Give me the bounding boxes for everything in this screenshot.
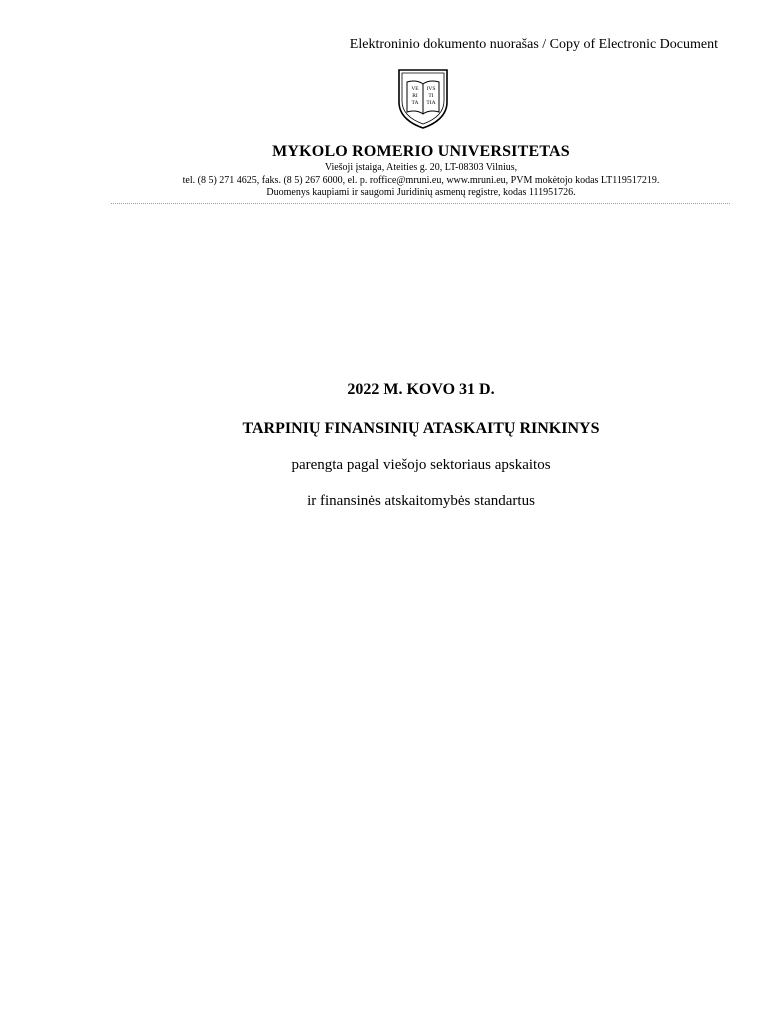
document-title: TARPINIŲ FINANSINIŲ ATASKAITŲ RINKINYS bbox=[242, 420, 600, 437]
crest-text-3: TA bbox=[411, 100, 419, 106]
crest-text-6: TIA bbox=[426, 100, 436, 106]
university-address: Viešoji įstaiga, Ateities g. 20, LT-08303 Vilnius, bbox=[324, 162, 518, 173]
university-contacts: tel. (8 5) 271 4625, faks. (8 5) 267 6000, el. p. roffice@mruni.eu, www.mruni.eu, PVM mokėtojo kodas LT119517219. bbox=[182, 175, 660, 186]
crest-text-1: VE bbox=[411, 86, 419, 92]
header-divider bbox=[111, 203, 730, 204]
copy-note: Elektroninio dokumento nuorašas / Copy of Electronic Document bbox=[349, 37, 718, 52]
university-name: MYKOLO ROMERIO UNIVERSITETAS bbox=[272, 143, 570, 160]
university-crest-icon bbox=[397, 68, 449, 130]
crest-text-2: RI bbox=[412, 93, 418, 99]
crest-text-5: TI bbox=[428, 93, 434, 99]
university-registry: Duomenys kaupiami ir saugomi Juridinių asmenų registre, kodas 111951726. bbox=[266, 187, 576, 198]
crest-text-4: IVS bbox=[426, 86, 436, 92]
document-date: 2022 M. KOVO 31 D. bbox=[347, 381, 495, 398]
document-subtitle-line-1: parengta pagal viešojo sektoriaus apskaitos bbox=[291, 457, 551, 473]
document-subtitle-line-2: ir finansinės atskaitomybės standartus bbox=[307, 493, 535, 509]
